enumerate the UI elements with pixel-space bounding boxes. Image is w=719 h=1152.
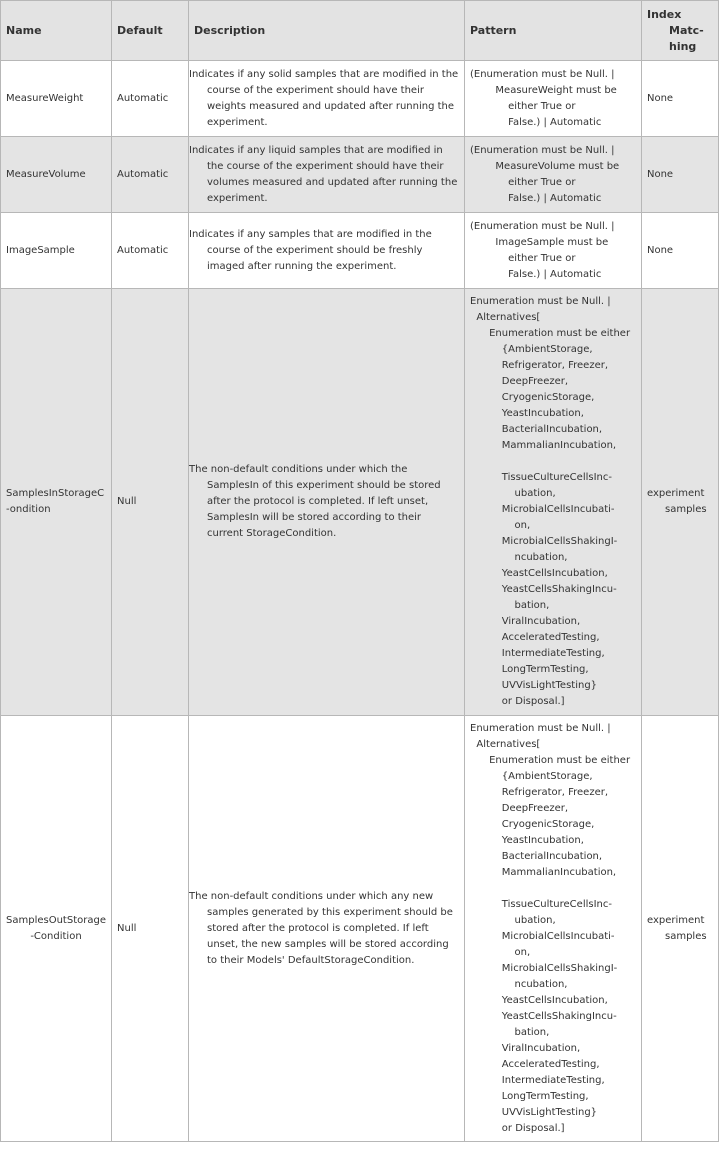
- header-index-matching-line3: hing: [669, 39, 697, 53]
- option-index-matching: None: [642, 137, 719, 213]
- option-pattern: (Enumeration must be Null. | MeasureVolume must be either True or False.) | Automatic: [465, 137, 642, 213]
- option-description: Indicates if any samples that are modified in the course of the experiment should be freshly imaged after running the experiment.: [189, 213, 465, 289]
- table-row: [1, 716, 719, 1142]
- option-default: Null: [112, 716, 189, 1142]
- header-description: Description: [189, 1, 465, 61]
- header-index-matching: [642, 1, 719, 61]
- option-index-matching: None: [642, 213, 719, 289]
- option-pattern: (Enumeration must be Null. | ImageSample must be either True or False.) | Automatic: [465, 213, 642, 289]
- option-default: Null: [112, 289, 189, 716]
- option-pattern: Enumeration must be Null. | Alternatives[ Enumeration must be either {AmbientStorage, Refrigerator, Freezer, DeepFreezer, CryogenicStorage, YeastIncubation, BacterialIncubation, MammalianIncubation, TissueCultureCellsInc- ubation, MicrobialCellsIncubati- on, MicrobialCellsShakingI- ncubation, YeastCellsIncubation, YeastCellsShakingIncu- bation, ViralIncubation, AcceleratedTesting, IntermediateTesting, LongTermTesting, UVVisLightTesting} or Disposal.]: [465, 289, 642, 716]
- option-default: Automatic: [112, 137, 189, 213]
- option-pattern: Enumeration must be Null. | Alternatives[ Enumeration must be either {AmbientStorage, Refrigerator, Freezer, DeepFreezer, CryogenicStorage, YeastIncubation, BacterialIncubation, MammalianIncubation, TissueCultureCellsInc- ubation, MicrobialCellsIncubati- on, MicrobialCellsShakingI- ncubation, YeastCellsIncubation, YeastCellsShakingIncu- bation, ViralIncubation, AcceleratedTesting, IntermediateTesting, LongTermTesting, UVVisLightTesting} or Disposal.]: [465, 716, 642, 1142]
- option-description: Indicates if any liquid samples that are modified in the course of the experiment should have their volumes measured and updated after running the experiment.: [189, 137, 465, 213]
- table-row: [1, 289, 719, 716]
- header-index-matching-line1: Index: [647, 7, 682, 21]
- option-name: ImageSample: [1, 213, 112, 289]
- header-name: Name: [1, 1, 112, 61]
- option-index-matching: experiment samples: [642, 289, 719, 716]
- header-index-matching-line2: Matc-: [669, 23, 704, 37]
- option-description: The non-default conditions under which the SamplesIn of this experiment should be stored after the protocol is completed. If left unset, SamplesIn will be stored according to their current StorageCondition.: [189, 289, 465, 716]
- option-description: The non-default conditions under which any new samples generated by this experiment should be stored after the protocol is completed. If left unset, the new samples will be stored according to their Models' DefaultStorageCondition.: [189, 716, 465, 1142]
- table-row: [1, 137, 719, 213]
- header-default: Default: [112, 1, 189, 61]
- option-default: Automatic: [112, 213, 189, 289]
- option-name: MeasureVolume: [1, 137, 112, 213]
- option-default: Automatic: [112, 61, 189, 137]
- option-name: SamplesOutStorage-Condition: [1, 716, 112, 1142]
- option-pattern: (Enumeration must be Null. | MeasureWeight must be either True or False.) | Automatic: [465, 61, 642, 137]
- option-description: Indicates if any solid samples that are modified in the course of the experiment should have their weights measured and updated after running the experiment.: [189, 61, 465, 137]
- header-row: [1, 1, 719, 61]
- option-index-matching: experiment samples: [642, 716, 719, 1142]
- option-name: SamplesInStorageC-ondition: [1, 289, 112, 716]
- header-pattern: Pattern: [465, 1, 642, 61]
- table-row: [1, 61, 719, 137]
- option-name: MeasureWeight: [1, 61, 112, 137]
- table-row: [1, 213, 719, 289]
- option-index-matching: None: [642, 61, 719, 137]
